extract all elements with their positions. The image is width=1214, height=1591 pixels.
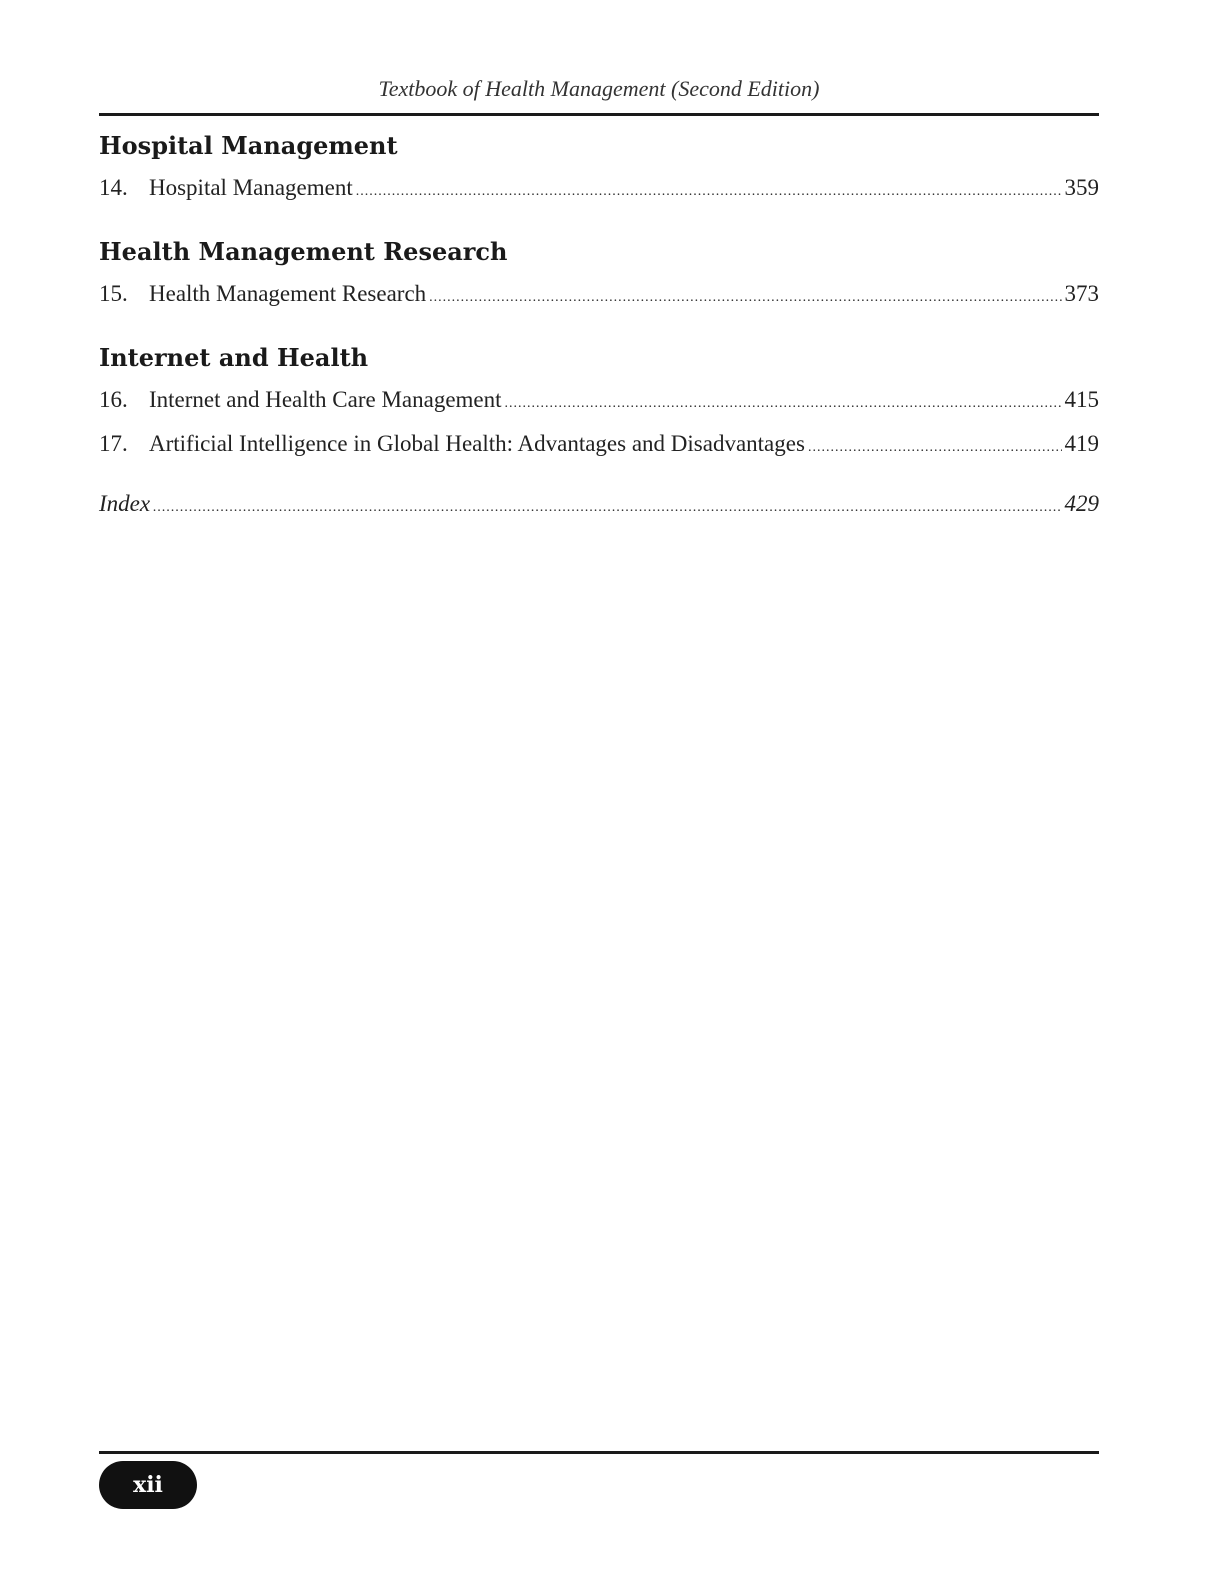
dot-leader — [356, 170, 1062, 214]
page-number: 415 — [1064, 387, 1099, 412]
toc-entry[interactable] — [99, 378, 1099, 422]
index-title: Index — [99, 491, 151, 516]
dot-leader — [808, 426, 1062, 470]
toc-entry[interactable] — [99, 422, 1099, 466]
toc-entry[interactable] — [99, 166, 1099, 210]
chapter-title: Artificial Intelligence in Global Health: Advantages and Disadvantages — [149, 431, 805, 456]
page-number: 373 — [1064, 281, 1099, 306]
chapter-title: Health Management Research — [149, 281, 427, 306]
dot-leader — [153, 486, 1061, 530]
dot-leader — [429, 276, 1061, 320]
footer-rule — [99, 1451, 1099, 1454]
page-folio-badge: xii — [99, 1461, 197, 1509]
chapter-number: 15. — [99, 281, 128, 306]
section-title: Health Management Research — [99, 237, 508, 266]
toc-entry[interactable] — [99, 272, 1099, 316]
section-title: Hospital Management — [99, 131, 398, 160]
running-header: Textbook of Health Management (Second Edition) — [378, 76, 820, 101]
chapter-number: 16. — [99, 387, 128, 412]
table-of-contents — [99, 126, 1099, 526]
chapter-title: Internet and Health Care Management — [149, 387, 502, 412]
chapter-number: 14. — [99, 175, 128, 200]
dot-leader — [505, 382, 1062, 426]
page-number: 419 — [1064, 431, 1099, 456]
chapter-number: 17. — [99, 431, 128, 456]
header-rule — [99, 113, 1099, 116]
page-number: 429 — [1064, 491, 1099, 516]
section-title: Internet and Health — [99, 343, 369, 372]
page-number: 359 — [1064, 175, 1099, 200]
toc-index-entry[interactable] — [99, 482, 1099, 526]
chapter-title: Hospital Management — [149, 175, 353, 200]
